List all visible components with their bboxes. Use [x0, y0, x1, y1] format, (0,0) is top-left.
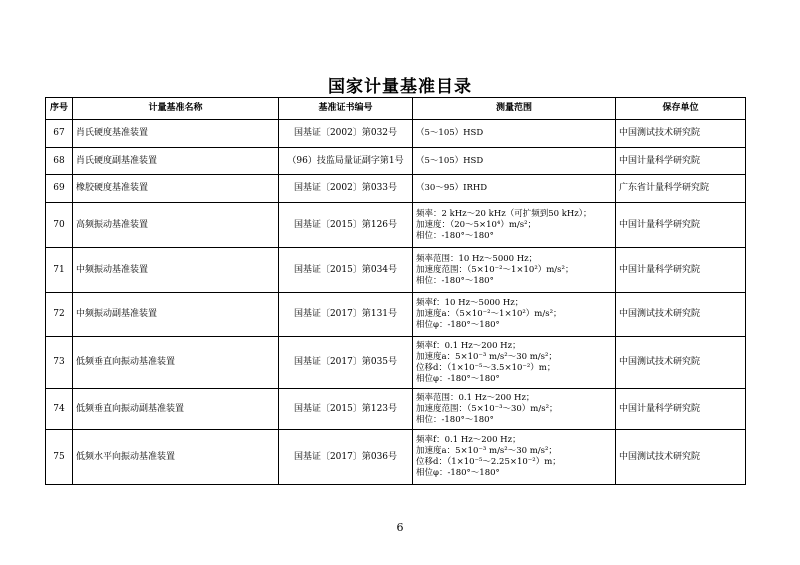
- custodian-unit: 广东省计量科学研究院: [616, 175, 746, 203]
- range-line: 相位φ：-180°～180°: [416, 468, 500, 478]
- row-number: 71: [46, 248, 73, 293]
- header-measurement-range: 测量范围: [413, 98, 616, 120]
- header-certificate-number: 基准证书编号: [279, 98, 413, 120]
- row-number: 68: [46, 148, 73, 175]
- table-row: [46, 248, 746, 293]
- range-line: 加速度a：5×10⁻³ m/s²～30 m/s²；: [416, 446, 557, 456]
- certificate-number: 国基证〔2002〕第032号: [279, 120, 413, 148]
- custodian-unit: 中国计量科学研究院: [616, 203, 746, 248]
- standard-name: 中频振动副基准装置: [73, 293, 279, 337]
- range-line: 相位：-180°～180°: [416, 275, 494, 286]
- range-line: 加速度范围：（5×10⁻²～1×10²）m/s²；: [416, 264, 574, 275]
- certificate-number: 国基证〔2015〕第126号: [279, 203, 413, 248]
- measurement-range: [413, 293, 616, 337]
- page-title: 国家计量基准目录: [328, 77, 472, 97]
- standard-name: 高频振动基准装置: [73, 203, 279, 248]
- row-number: 73: [46, 337, 73, 389]
- range-line: 加速度a：（5×10⁻²～1×10²）m/s²；: [416, 309, 562, 319]
- table-row: [46, 293, 746, 337]
- range-line: 相位：-180°～180°: [416, 230, 494, 241]
- range-line: 加速度a：5×10⁻³ m/s²～30 m/s²；: [416, 351, 557, 362]
- custodian-unit: 中国测试技术研究院: [616, 430, 746, 485]
- measurement-range: [413, 248, 616, 293]
- standard-name: 低频垂直向振动基准装置: [73, 337, 279, 389]
- certificate-number: （96）技监局量证副字第1号: [279, 148, 413, 175]
- measurement-range: [413, 430, 616, 485]
- range-line: 频率范围：10 Hz～5000 Hz；: [416, 253, 538, 264]
- certificate-number: 国基证〔2015〕第123号: [279, 389, 413, 430]
- measurement-range: [413, 120, 616, 148]
- row-number: 75: [46, 430, 73, 485]
- header-standard-name: 计量基准名称: [73, 98, 279, 120]
- table-row: [46, 430, 746, 485]
- standard-name: 中频振动基准装置: [73, 248, 279, 293]
- range-line: 相位φ：-180°～180°: [416, 373, 500, 384]
- table-row: [46, 175, 746, 203]
- standard-name: 低频水平向振动基准装置: [73, 430, 279, 485]
- range-line: 频率f：0.1 Hz～200 Hz；: [416, 435, 521, 445]
- measurement-range: [413, 175, 616, 203]
- measurement-range: [413, 337, 616, 389]
- table-row: [46, 148, 746, 175]
- row-number: 67: [46, 120, 73, 148]
- standard-name: 低频垂直向振动副基准装置: [73, 389, 279, 430]
- table-header-row: [46, 98, 746, 120]
- custodian-unit: 中国计量科学研究院: [616, 248, 746, 293]
- table-row: [46, 120, 746, 148]
- custodian-unit: 中国测试技术研究院: [616, 337, 746, 389]
- certificate-number: 国基证〔2017〕第035号: [279, 337, 413, 389]
- header-serial-number: 序号: [46, 98, 73, 120]
- measurement-range: [413, 389, 616, 430]
- range-line: 相位φ：-180°～180°: [416, 320, 500, 330]
- custodian-unit: 中国计量科学研究院: [616, 148, 746, 175]
- range-line: （5～105）HSD: [416, 128, 484, 138]
- certificate-number: 国基证〔2002〕第033号: [279, 175, 413, 203]
- custodian-unit: 中国计量科学研究院: [616, 389, 746, 430]
- range-line: 频率f：0.1 Hz～200 Hz；: [416, 340, 521, 351]
- row-number: 74: [46, 389, 73, 430]
- table-row: [46, 389, 746, 430]
- header-custodian-unit: 保存单位: [616, 98, 746, 120]
- standard-name: 橡胶硬度基准装置: [73, 175, 279, 203]
- measurement-range: [413, 148, 616, 175]
- range-line: 加速度：（20～5×10⁴）m/s²；: [416, 219, 537, 230]
- range-line: （30～95）IRHD: [416, 183, 488, 193]
- range-line: 频率范围：0.1 Hz～200 Hz；: [416, 392, 535, 403]
- range-line: 频率：2 kHz～20 kHz（可扩频到50 kHz）；: [416, 208, 592, 219]
- range-line: 位移d：（1×10⁻⁵～2.25×10⁻²）m；: [416, 457, 561, 467]
- page-number: 6: [396, 521, 404, 534]
- range-line: 频率f：10 Hz～5000 Hz；: [416, 298, 524, 308]
- row-number: 70: [46, 203, 73, 248]
- row-number: 69: [46, 175, 73, 203]
- measurement-range: [413, 203, 616, 248]
- reference-standards-table: [45, 97, 746, 485]
- certificate-number: 国基证〔2015〕第034号: [279, 248, 413, 293]
- table-row: [46, 337, 746, 389]
- certificate-number: 国基证〔2017〕第131号: [279, 293, 413, 337]
- table-row: [46, 203, 746, 248]
- custodian-unit: 中国测试技术研究院: [616, 120, 746, 148]
- certificate-number: 国基证〔2017〕第036号: [279, 430, 413, 485]
- range-line: 相位：-180°～180°: [416, 414, 494, 425]
- custodian-unit: 中国测试技术研究院: [616, 293, 746, 337]
- range-line: （5～105）HSD: [416, 155, 484, 166]
- row-number: 72: [46, 293, 73, 337]
- standard-name: 肖氏硬度副基准装置: [73, 148, 279, 175]
- range-line: 加速度范围：（5×10⁻³～30）m/s²；: [416, 403, 558, 414]
- range-line: 位移d：（1×10⁻⁵～3.5×10⁻²）m；: [416, 362, 556, 373]
- standard-name: 肖氏硬度基准装置: [73, 120, 279, 148]
